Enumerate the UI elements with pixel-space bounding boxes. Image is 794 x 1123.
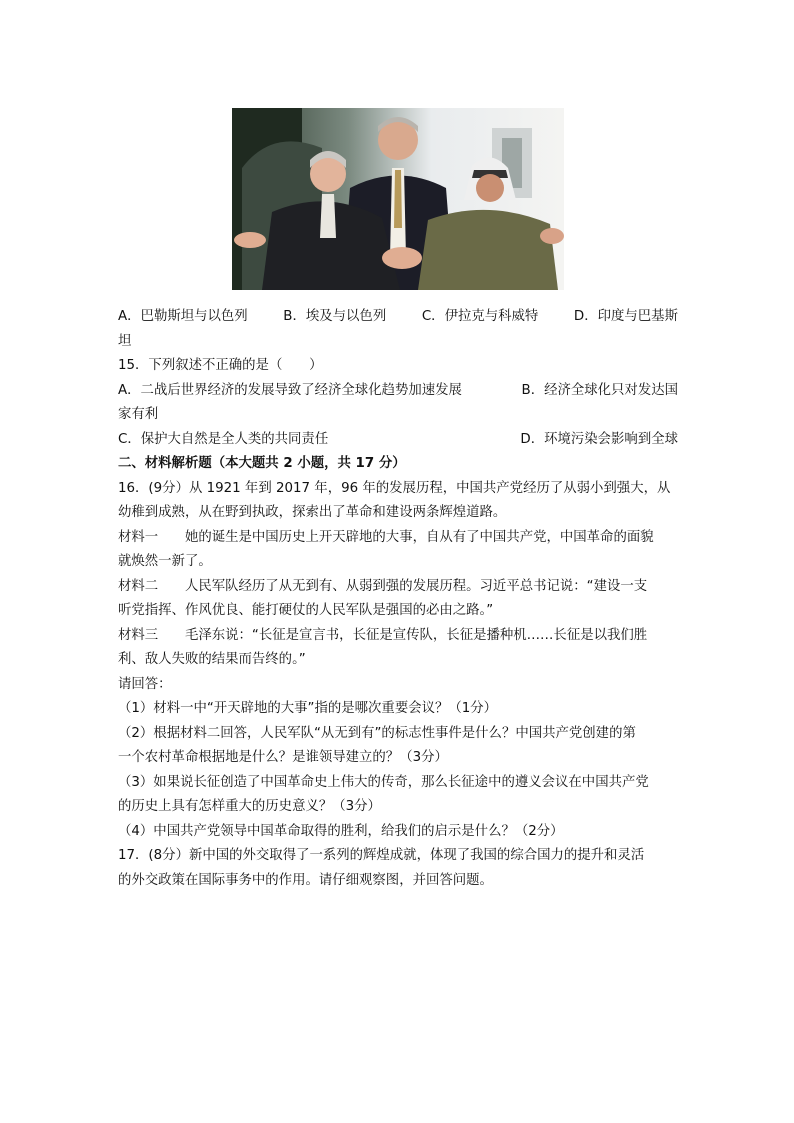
q14-option-d-continued: 坦 [118, 333, 132, 349]
q16-material-1-line-2: 就焕然一新了。 [118, 554, 212, 569]
q15-option-a: A．二战后世界经济的发展导致了经济全球化趋势加速发展 [118, 382, 462, 398]
q14-option-d: D．印度与巴基斯 [573, 309, 678, 324]
q16-material-2-line-1: 材料二 人民军队经历了从无到有、从弱到强的发展历程。习近平总书记说：“建设一支 [118, 578, 648, 594]
handshake-photo-drawing [232, 108, 564, 290]
q16-material-1-line-1: 材料一 她的诞生是中国历史上开天辟地的大事，自从有了中国共产党，中国革命的面貌 [118, 529, 654, 545]
q16-material-3-line-2: 利、敌人失败的结果而告终的。” [118, 652, 306, 667]
q16-material-2-line-2: 听党指挥、作风优良、能打硬仗的人民军队是强国的必由之路。” [118, 603, 494, 618]
q16-material-3-line-1: 材料三 毛泽东说：“长征是宣言书，长征是宣传队，长征是播种机……长征是以我们胜 [118, 627, 648, 643]
q14-option-c: C．伊拉克与科威特 [421, 309, 539, 324]
q16-subquestion-4: （4）中国共产党领导中国革命取得的胜利，给我们的启示是什么？（2分） [118, 823, 564, 839]
q15-options-row-1 [118, 379, 678, 404]
q14-options-row [118, 305, 678, 330]
q16-subquestion-2-line-1: （2）根据材料二回答，人民军队“从无到有”的标志性事件是什么？中国共产党创建的第 [118, 725, 636, 741]
q14-option-a: A．巴勒斯坦与以色列 [118, 309, 248, 324]
q16-subquestion-1: （1）材料一中“开天辟地的大事”指的是哪次重要会议？（1分） [118, 701, 498, 716]
q15-option-b: B．经济全球化只对发达国 [521, 382, 678, 398]
q16-subquestion-3-line-1: （3）如果说长征创造了中国革命史上伟大的传奇，那么长征途中的遵义会议在中国共产党 [118, 774, 649, 790]
q17-line-1: 17．(8分）新中国的外交取得了一系列的辉煌成就，体现了我国的综合国力的提升和灵活 [118, 848, 645, 863]
q14-option-b: B．埃及与以色列 [283, 309, 387, 324]
q16-intro-line-1: 16．(9分）从 1921 年到 2017 年，96 年的发展历程，中国共产党经历了从弱小到强大，从 [118, 480, 671, 496]
q15-option-b-continued: 家有利 [118, 407, 159, 422]
q16-prompt: 请回答： [118, 676, 172, 692]
question-text [118, 305, 678, 893]
q17-line-2: 的外交政策在国际事务中的作用。请仔细观察图，并回答问题。 [118, 872, 493, 888]
q15-option-c: C．保护大自然是全人类的共同责任 [118, 431, 329, 447]
section-heading: 二、材料解析题（本大题共 2 小题，共 17 分） [118, 456, 406, 471]
handshake-photo [232, 108, 564, 290]
q16-subquestion-3-line-2: 的历史上具有怎样重大的历史意义？（3分） [118, 799, 381, 814]
q16-intro-line-2: 幼稚到成熟，从在野到执政，探索出了革命和建设两条辉煌道路。 [118, 505, 507, 520]
q15-options-row-2 [118, 428, 678, 453]
q16-subquestion-2-line-2: 一个农村革命根据地是什么？是谁领导建立的？（3分） [118, 750, 448, 765]
q15-option-d: D．环境污染会影响到全球 [520, 431, 678, 447]
q15-stem: 15．下列叙述不正确的是（ ） [118, 358, 323, 373]
